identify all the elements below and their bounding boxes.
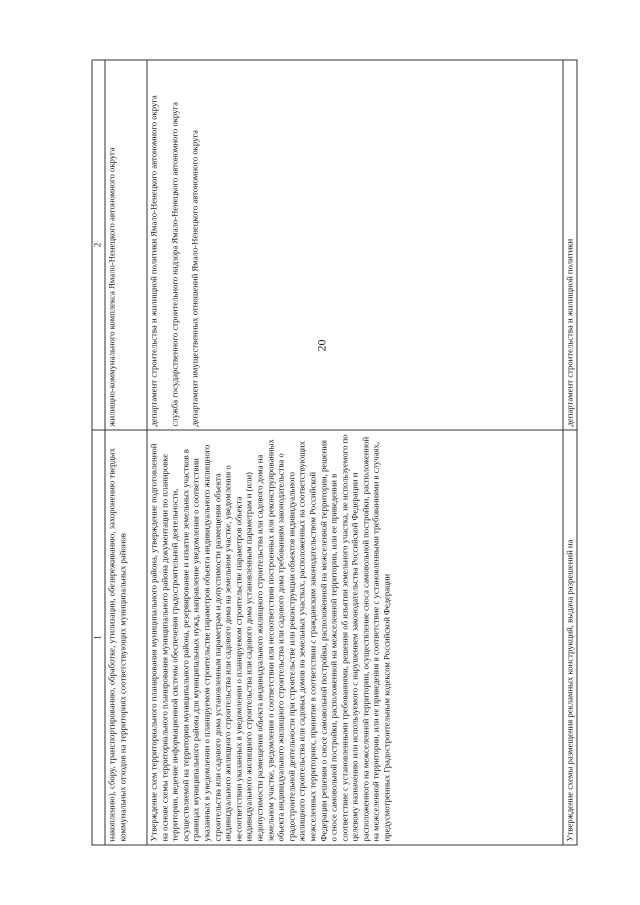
header-cell-2: 2 — [92, 60, 105, 430]
powers-cell: накоплению), сбору, транспортированию, обработке, утилизации, обезвреживанию, захоронению твердых коммунальных отходов на территориях соответствующих муниципальных районов — [105, 430, 147, 845]
header-row — [92, 60, 105, 845]
table-row — [147, 60, 563, 845]
authority-cell — [147, 60, 563, 430]
table-row — [105, 60, 147, 845]
powers-cell: Утверждение схемы размещения рекламных конструкций, выдача разрешений на — [563, 430, 577, 845]
authority-text: служба государственного строительного надзора Ямало-Ненецкого автономного округа — [168, 101, 179, 426]
authority-text: департамент имущественных отношений Ямало-Ненецкого автономного округа — [189, 129, 200, 426]
authority-cell — [563, 60, 577, 430]
page-number: 20 — [314, 339, 329, 352]
authority-text: департамент строительства и жилищной политики Ямало-Ненецкого автономного округа — [148, 94, 158, 426]
authority-cell — [105, 60, 147, 430]
authority-text: департамент строительства и жилищной политики — [564, 238, 574, 426]
authority-text: жилищно-коммунального комплекса Ямало-Ненецкого автономного округа — [106, 146, 116, 426]
powers-cell: Утверждение схем территориального планирования муниципального района, утверждение подготовленной на основе схемы территориального планирования муниципального района документации по планировке территории, ведение информационной системы обеспечения градостроительной деятельности, осуществляемой на территории муниципального района, резервирование и изъятие земельных участков в границах муниципального района для муниципальных нужд, направление уведомления о соответствии указанных в уведомлении о планируемом строительстве параметров объекта индивидуального жилищного строительства или садового дома установленным параметрам и допустимости размещения объекта индивидуального жилищного строительства или садового дома на земельном участке, уведомления о несоответствии указанных в уведомлении о планируемом строительстве параметров объекта индивидуального жилищного строительства или садового дома установленным параметрам и (или) недопустимости размещения объекта индивидуального жилищного строительства или садового дома на земельном участке, уведомления о соответствии или несоответствии построенных или реконструированных объекта индивидуального жилищного строительства или садового дома требованиям законодательства о градостроительной деятельности при строительстве или реконструкции объектов индивидуального жилищного строительства или садовых домов на земельных участках, расположенных на соответствующих межселенных территориях, принятие в соответствии с гражданским законодательством Российской Федерации решения о сносе самовольной постройки, расположенной на межселенной территории, решения о сносе самовольной постройки, расположенной на межселенной территории, или ее приведении в соответствие с установленными требованиями, решения об изъятии земельного участка, не используемого по целевому назначению или используемого с нарушением законодательства Российской Федерации и расположенного на межселенной территории, осуществление сноса самовольной постройки, расположенной на межселенной территории, или ее приведения в соответствие с установленными требованиями в случаях, предусмотренных Градостроительным кодексом Российской Федерации — [147, 430, 563, 845]
table-row — [563, 60, 577, 845]
responsibility-table — [91, 59, 577, 845]
header-cell-1: 1 — [92, 430, 105, 845]
rotated-table-container — [91, 60, 577, 845]
